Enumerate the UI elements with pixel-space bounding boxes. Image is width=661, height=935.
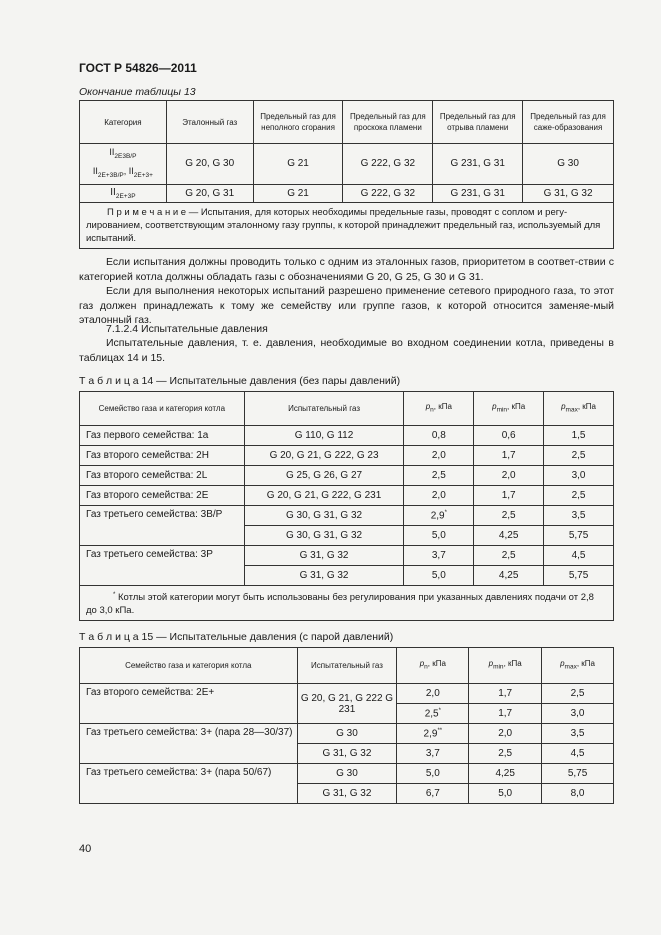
t14-cell-pmin: 2,5	[474, 506, 544, 526]
t14-header-pmin: $p_{min}$, кПа	[474, 392, 544, 426]
table-15	[79, 647, 614, 804]
t14-cell-pmin: 2,0	[474, 466, 544, 486]
t14-cell-pmax: 2,5	[544, 486, 614, 506]
paragraph-natural-gas: Если для выполнения некоторых испытаний разрешено применение сетевого природного газа, то этот газ должен принадлежать к тому же семейству или группе газов, к которой относится заменяе-мый эталонный газ.	[79, 285, 614, 326]
table-row: Газ первого семейства: 1а	[80, 426, 245, 446]
t13-cell-lift: G 231, G 31	[433, 144, 523, 185]
t13-cell-soot: G 30	[523, 144, 614, 185]
t15-header-test-gas: Испытательный газ	[297, 648, 397, 684]
t14-cell-pn: 5,0	[404, 566, 474, 586]
t13-cell-flashback: G 222, G 32	[343, 184, 433, 202]
t14-cell-gas: G 30, G 31, G 32	[244, 526, 404, 546]
t14-cell-pmax: 4,5	[544, 546, 614, 566]
t14-header-pmax: $p_{max}$, кПа	[544, 392, 614, 426]
table13-caption: Окончание таблицы 13	[79, 86, 196, 98]
t14-cell-pn: 2,5	[404, 466, 474, 486]
t13-header-incomplete: Предельный газ для неполного сгорания	[253, 101, 343, 144]
t14-cell-pmax: 3,0	[544, 466, 614, 486]
t14-cell-gas: G 20, G 21, G 222, G 231	[244, 486, 404, 506]
t14-cell-pn: 2,0	[404, 446, 474, 466]
table-row: Газ третьего семейства: 3+ (пара 28—30/37)	[80, 724, 298, 764]
table-row: Газ второго семейства: 2L	[80, 466, 245, 486]
t13-header-category: Категория	[80, 101, 167, 144]
t14-cell-pmax: 5,75	[544, 526, 614, 546]
t15-cell-pmin: 2,0	[469, 724, 542, 744]
t14-cell-pmin: 1,7	[474, 446, 544, 466]
t14-header-pn: $p_n$, кПа	[404, 392, 474, 426]
t15-cell-pn: 5,0	[397, 764, 469, 784]
t14-cell-gas: G 31, G 32	[244, 566, 404, 586]
t15-cell-pn: 6,7	[397, 784, 469, 804]
t14-cell-pmax: 3,5	[544, 506, 614, 526]
t14-cell-gas: G 25, G 26, G 27	[244, 466, 404, 486]
table14-caption: Т а б л и ц а 14 — Испытательные давления (без пары давлений)	[79, 375, 401, 387]
document-header: ГОСТ Р 54826—2011	[79, 61, 197, 75]
t15-cell-pmax: 8,0	[542, 784, 614, 804]
t15-cell-pmax: 4,5	[542, 744, 614, 764]
t15-header-pmax: $p_{max}$, кПа	[542, 648, 614, 684]
t14-cell-pmin: 4,25	[474, 526, 544, 546]
t15-cell-pmax: 3,0	[542, 704, 614, 724]
t15-cell-gas: G 30	[297, 764, 397, 784]
t15-cell-gas: G 20, G 21, G 222 G 231	[297, 684, 397, 724]
t14-cell-pmin: 1,7	[474, 486, 544, 506]
t14-footnote: * Котлы этой категории могут быть использованы без регулирования при указанных давлениях подачи от 2,8 до 3,0 кПа.	[80, 586, 614, 621]
t14-cell-pn: 0,8	[404, 426, 474, 446]
t13-cell-flashback: G 222, G 32	[343, 144, 433, 185]
section-heading-test-pressures: 7.1.2.4 Испытательные давления	[106, 323, 268, 335]
t13-note: П р и м е ч а н и е — Испытания, для которых необходимы предельные газы, проводят с соплом и регу-лированием, соответствующим эталонному газу группы, к которой принадлежит предельный газ, используемый для испытаний.	[80, 202, 614, 248]
t13-header-reference: Эталонный газ	[166, 101, 253, 144]
t15-cell-pn: 2,0	[397, 684, 469, 704]
t13-cell-soot: G 31, G 32	[523, 184, 614, 202]
t15-cell-pmin: 1,7	[469, 684, 542, 704]
table-row: Газ третьего семейства: 3В/Р	[80, 506, 245, 546]
t15-cell-gas: G 31, G 32	[297, 744, 397, 764]
table-row: Газ третьего семейства: 3+ (пара 50/67)	[80, 764, 298, 804]
t14-cell-pmin: 4,25	[474, 566, 544, 586]
t13-cell-incomplete: G 21	[253, 184, 343, 202]
table-row: Газ второго семейства: 2Е	[80, 486, 245, 506]
t14-cell-pmax: 2,5	[544, 446, 614, 466]
t13-cell-category: $II_{2E3B/P}$ $II_{2E+3B/P}$, $II_{2E+3+}$	[80, 144, 167, 185]
t15-cell-pmin: 2,5	[469, 744, 542, 764]
t15-cell-pmin: 4,25	[469, 764, 542, 784]
t14-cell-pmin: 0,6	[474, 426, 544, 446]
t13-header-lift: Предельный газ для отрыва пламени	[433, 101, 523, 144]
t15-cell-gas: G 31, G 32	[297, 784, 397, 804]
t15-cell-pmin: 5,0	[469, 784, 542, 804]
t13-cell-reference: G 20, G 31	[166, 184, 253, 202]
t14-cell-gas: G 20, G 21, G 222, G 23	[244, 446, 404, 466]
table-13	[79, 100, 614, 249]
t14-cell-pmax: 1,5	[544, 426, 614, 446]
t15-cell-pn: 2,5*	[397, 704, 469, 724]
t14-cell-gas: G 110, G 112	[244, 426, 404, 446]
t14-header-family: Семейство газа и категория котла	[80, 392, 245, 426]
t14-cell-gas: G 31, G 32	[244, 546, 404, 566]
t15-header-pmin: $p_{min}$, кПа	[469, 648, 542, 684]
t13-header-soot: Предельный газ для саже-образования	[523, 101, 614, 144]
t13-header-flashback: Предельный газ для проскока пламени	[343, 101, 433, 144]
t15-header-family: Семейство газа и категория котла	[80, 648, 298, 684]
table-row: Газ второго семейства: 2Н	[80, 446, 245, 466]
t13-cell-reference: G 20, G 30	[166, 144, 253, 185]
page-number: 40	[79, 843, 92, 855]
t14-cell-pn: 5,0	[404, 526, 474, 546]
t13-cell-lift: G 231, G 31	[433, 184, 523, 202]
t14-cell-pn: 3,7	[404, 546, 474, 566]
t14-cell-pn: 2,9*	[404, 506, 474, 526]
table15-caption: Т а б л и ц а 15 — Испытательные давления (с парой давлений)	[79, 631, 394, 643]
t15-cell-pn: 2,9**	[397, 724, 469, 744]
t13-cell-category: $II_{2E+3P}$	[80, 184, 167, 202]
t14-cell-gas: G 30, G 31, G 32	[244, 506, 404, 526]
t15-cell-pn: 3,7	[397, 744, 469, 764]
table-row: Газ второго семейства: 2Е+	[80, 684, 298, 724]
t14-cell-pn: 2,0	[404, 486, 474, 506]
t14-cell-pmin: 2,5	[474, 546, 544, 566]
t13-cell-incomplete: G 21	[253, 144, 343, 185]
t15-cell-pmin: 1,7	[469, 704, 542, 724]
table-row: Газ третьего семейства: 3Р	[80, 546, 245, 586]
paragraph-test-pressures: Испытательные давления, т. е. давления, необходимые во входном соединении котла, приведены в таблицах 14 и 15.	[79, 337, 614, 364]
table-14	[79, 391, 614, 621]
t15-cell-gas: G 30	[297, 724, 397, 744]
t15-cell-pmax: 3,5	[542, 724, 614, 744]
t14-cell-pmax: 5,75	[544, 566, 614, 586]
t15-header-pn: $p_n$, кПа	[397, 648, 469, 684]
paragraph-priority-gases: Если испытания должны проводить только с одним из эталонных газов, приоритетом в соответ-ствии с категорией котла должны обладать газы с обозначениями G 20, G 25, G 30 и G 31.	[79, 256, 614, 283]
t15-cell-pmax: 2,5	[542, 684, 614, 704]
t14-header-test-gas: Испытательный газ	[244, 392, 404, 426]
t15-cell-pmax: 5,75	[542, 764, 614, 784]
